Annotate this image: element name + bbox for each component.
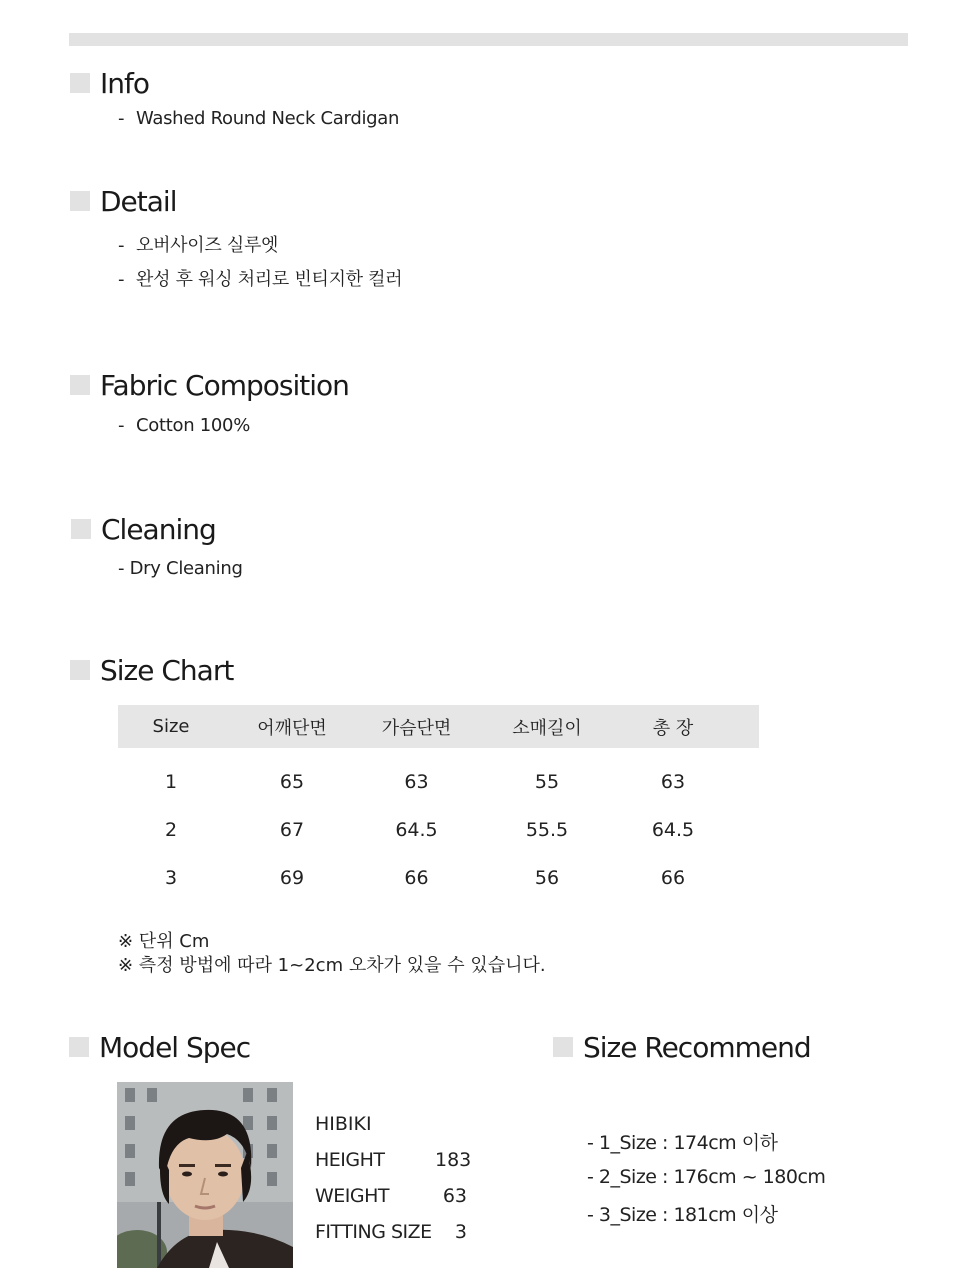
dash-marker: - [118,415,125,436]
size-table-header-cell: 가슴단면 [381,717,452,739]
detail-item-text: 완성 후 워싱 처리로 빈티지한 컬러 [136,269,403,290]
size-table-header-cell: 총 장 [652,717,694,739]
model-spec-row [315,1214,467,1250]
fabric-item-text: Cotton 100% [136,415,250,436]
model-spec-label: FITTING SIZE [315,1221,432,1243]
model-name-row [315,1106,467,1142]
cleaning-title: Cleaning [101,512,216,546]
info-title: Info [100,66,149,100]
table-cell: 63 [660,771,686,793]
size-recommend-item: - 2_Size : 176cm ~ 180cm [587,1166,826,1188]
detail-item [118,265,402,291]
table-cell: 56 [534,867,560,889]
size-table-header-row [118,705,759,748]
table-cell: 3 [164,867,178,889]
table-cell: 55 [534,771,560,793]
model-name: HIBIKI [315,1113,372,1135]
size-recommend-section-header [553,1029,811,1065]
info-section-header [70,65,149,101]
gray-square-icon [70,375,90,395]
table-cell: 2 [164,819,178,841]
size-recommend-item: - 1_Size : 174cm 이하 [587,1131,778,1154]
model-photo-illustration [117,1082,293,1268]
size-chart-title: Size Chart [100,653,234,687]
size-recommend-list [587,1123,825,1231]
model-spec-list [315,1106,472,1250]
size-table-header-cell: 소매길이 [512,717,582,739]
table-row [118,758,759,806]
table-cell: 66 [660,867,686,889]
gray-square-icon [553,1037,573,1057]
model-spec-row [315,1142,472,1178]
gray-square-icon [70,660,90,680]
gray-square-icon [71,519,91,539]
detail-section-header [70,183,176,219]
info-item-text: Washed Round Neck Cardigan [136,108,400,129]
size-recommend-title: Size Recommend [583,1030,811,1064]
detail-title: Detail [100,184,177,218]
table-cell: 65 [279,771,305,793]
table-cell: 55.5 [525,819,569,841]
detail-item-text: 오버사이즈 실루엣 [136,235,279,256]
model-photo [117,1082,293,1268]
model-spec-title: Model Spec [99,1030,251,1064]
model-spec-section-header [69,1029,250,1065]
fabric-item [118,415,250,436]
table-cell: 64.5 [395,819,438,841]
gray-square-icon [69,1037,89,1057]
table-cell: 67 [279,819,305,841]
cleaning-section-header [71,511,216,547]
gray-square-icon [70,191,90,211]
fabric-section-header [70,367,349,403]
table-cell: 66 [404,867,429,889]
model-spec-value: 183 [435,1149,472,1171]
gray-square-icon [70,73,90,93]
model-spec-label: HEIGHT [315,1149,385,1171]
model-spec-row [315,1178,467,1214]
info-item [118,108,399,129]
table-row [118,854,759,902]
model-spec-label: WEIGHT [315,1185,390,1207]
table-row [118,806,759,854]
size-note: ※ 측정 방법에 따라 1~2cm 오차가 있을 수 있습니다. [118,955,546,976]
size-table-body [118,758,759,902]
model-spec-value: 63 [442,1185,467,1207]
detail-item [118,231,278,257]
dash-marker: - [118,235,125,256]
size-table [118,705,759,902]
dash-marker: - [118,108,125,129]
table-cell: 64.5 [651,819,695,841]
size-chart-notes [118,930,546,978]
size-chart-section-header [70,652,233,688]
dash-marker: - [118,269,125,290]
size-recommend-item: - 3_Size : 181cm 이상 [587,1203,778,1226]
fabric-title: Fabric Composition [100,368,349,402]
cleaning-item: - Dry Cleaning [118,558,243,579]
model-spec-value: 3 [454,1221,467,1243]
table-cell: 63 [404,771,429,793]
table-cell: 69 [279,867,305,889]
size-table-header-cell: Size [152,716,190,737]
size-table-header-cell: 어깨단면 [257,717,327,739]
size-note: ※ 단위 Cm [118,931,210,952]
table-cell: 1 [164,771,178,793]
top-divider-bar [69,33,908,46]
